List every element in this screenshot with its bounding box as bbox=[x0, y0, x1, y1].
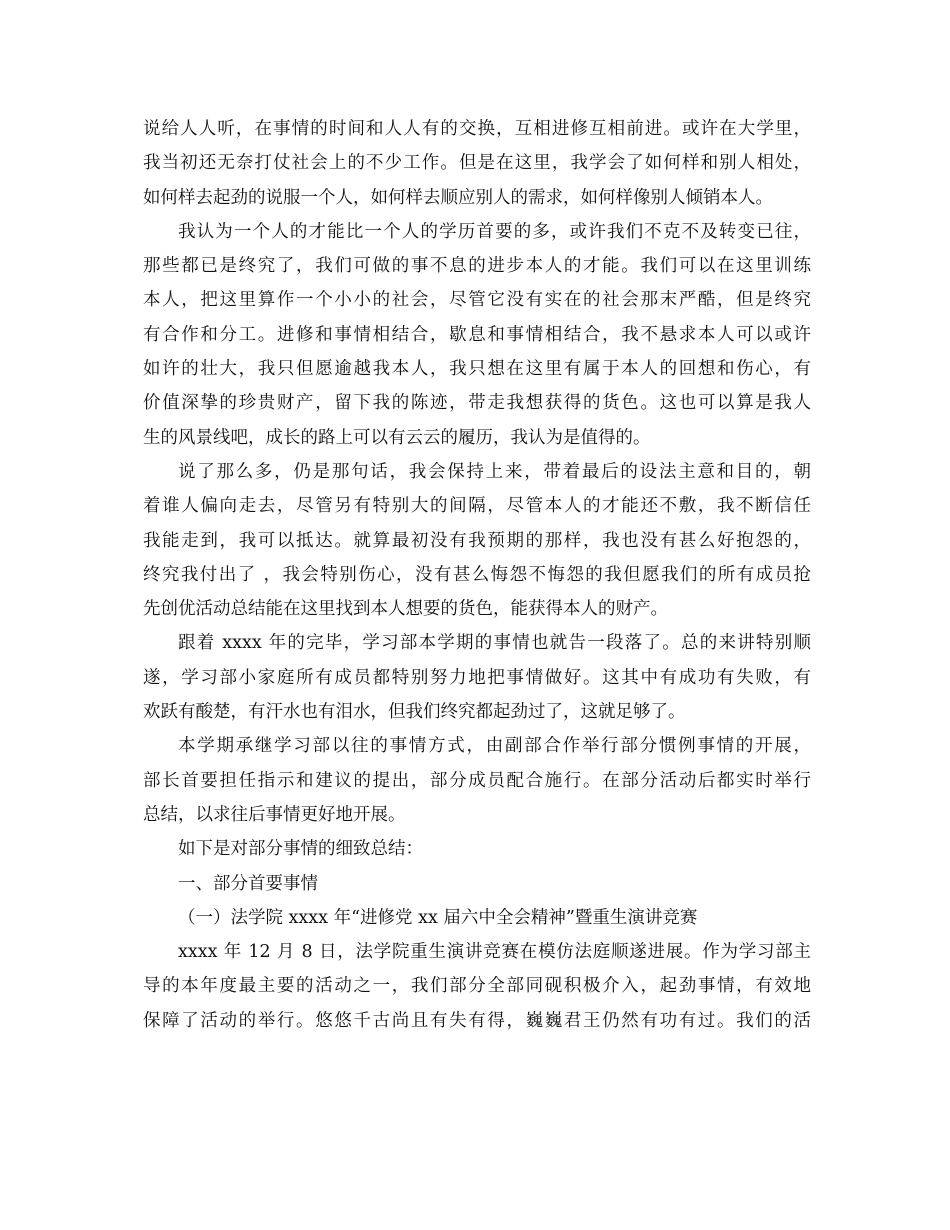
text-line: 如何样去起劲的说服一个人，如何样去顺应别人的需求，如何样像别人倾销本人。 bbox=[143, 187, 773, 208]
text-line: 保障了活动的举行。悠悠千古尚且有失有得，巍巍君王仍然有功有过。我们的活 bbox=[143, 1010, 811, 1031]
text-line: 如许的壮大，我只但愿逾越我本人，我只想在这里有属于本人的回想和伤心，有 bbox=[143, 359, 811, 380]
text-line: 跟着 xxxx 年的完毕，学习部本学期的事情也就告一段落了。总的来讲特别顺 bbox=[178, 633, 811, 654]
text-line: 遂，学习部小家庭所有成员都特别努力地把事情做好。这其中有成功有失败，有 bbox=[143, 667, 811, 688]
text-line: （一）法学院 xxxx 年“进修党 xx 届六中全会精神”暨重生演讲竞赛 bbox=[178, 907, 698, 928]
text-line: 我当初还无奈打仗社会上的不少工作。但是在这里，我学会了如何样和别人相处， bbox=[143, 153, 811, 174]
text-line: 有合作和分工。进修和事情相结合，歇息和事情相结合，我不悬求本人可以或许 bbox=[143, 324, 811, 345]
text-line: 部长首要担任指示和建议的提出，部分成员配合施行。在部分活动后都实时举行 bbox=[143, 770, 811, 791]
text-line: xxxx 年 12 月 8 日，法学院重生演讲竞赛在模仿法庭顺遂进展。作为学习部主 bbox=[178, 942, 811, 963]
text-line: 总结，以求往后事情更好地开展。 bbox=[143, 804, 406, 825]
text-line: 导的本年度最主要的活动之一，我们部分全部同砚积极介入，起劲事情，有效地 bbox=[143, 976, 811, 997]
text-line: 欢跃有酸楚，有汗水也有泪水，但我们终究都起劲过了，这就足够了。 bbox=[143, 702, 686, 723]
text-line: 一、部分首要事情 bbox=[178, 873, 318, 894]
text-line: 那些都已是终究了，我们可做的事不息的进步本人的才能。我们可以在这里训练 bbox=[143, 256, 811, 277]
text-line: 终究我付出了 ，我会特别伤心，没有甚么悔怨不悔怨的我但愿我们的所有成员抢 bbox=[143, 564, 811, 585]
text-line: 我认为一个人的才能比一个人的学历首要的多，或许我们不克不及转变已往， bbox=[178, 221, 811, 242]
document-body bbox=[143, 112, 811, 1038]
text-line: 价值深挚的珍贵财产，留下我的陈迹，带走我想获得的货色。这也可以算是我人 bbox=[143, 393, 811, 414]
text-line: 本学期承继学习部以往的事情方式，由副部合作举行部分惯例事情的开展， bbox=[178, 736, 811, 757]
text-line: 先创优活动总结能在这里找到本人想要的货色，能获得本人的财产。 bbox=[143, 599, 668, 620]
text-line: 说给人人听，在事情的时间和人人有的交换，互相进修互相前进。或许在大学里， bbox=[143, 119, 811, 139]
text-line: 本人，把这里算作一个小小的社会，尽管它没有实在的社会那末严酷，但是终究 bbox=[143, 290, 811, 311]
text-line: 着谁人偏向走去，尽管另有特别大的间隔，尽管本人的才能还不敷，我不断信任 bbox=[143, 496, 811, 517]
text-line: 生的风景线吧，成长的路上可以有云云的履历，我认为是值得的。 bbox=[143, 427, 651, 448]
text-line: 如下是对部分事情的细致总结： bbox=[178, 839, 423, 860]
text-line: 我能走到，我可以抵达。就算最初没有我预期的那样，我也没有甚么好抱怨的， bbox=[143, 530, 811, 551]
text-line: 说了那么多，仍是那句话，我会保持上来，带着最后的设法主意和目的，朝 bbox=[178, 461, 811, 482]
